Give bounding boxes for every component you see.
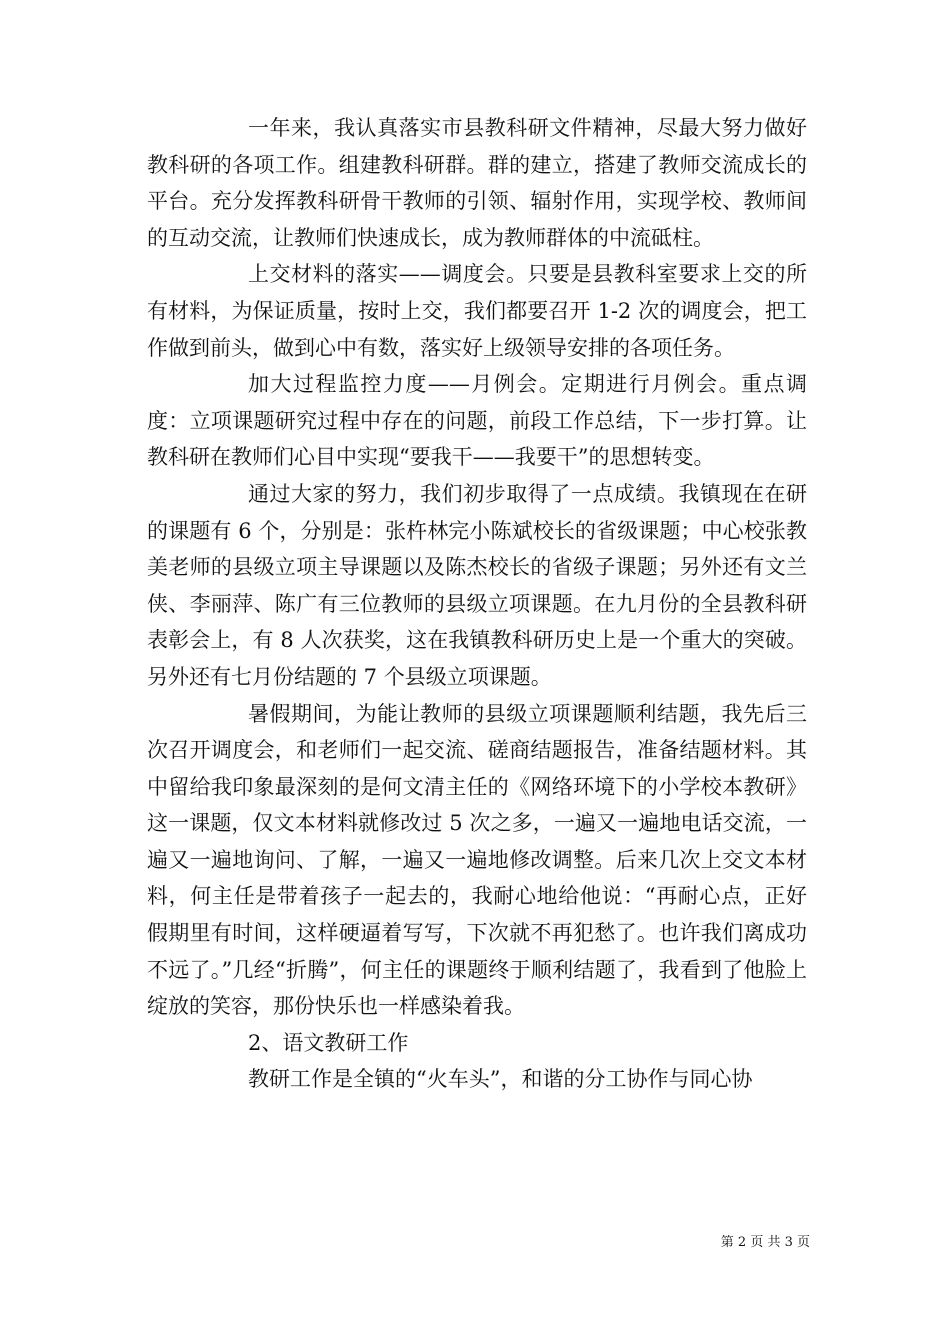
paragraph-3: 加大过程监控力度——月例会。定期进行月例会。重点调度：立项课题研究过程中存在的问题，前段工作总结，下一步打算。让教科研在教师们心目中实现“要我干——我要干”的思想转变。 <box>147 372 807 470</box>
section-heading: 2、语文教研工作 <box>248 1030 409 1055</box>
paragraph-1: 一年来，我认真落实市县教科研文件精神，尽最大努力做好教科研的各项工作。组建教科研群。群的建立，搭建了教师交流成长的平台。充分发挥教科研骨干教师的引领、辐射作用，实现学校、教师间的互动交流，让教师们快速成长，成为教师群体的中流砥柱。 <box>147 116 807 250</box>
paragraph-5: 暑假期间，为能让教师的县级立项课题顺利结题，我先后三次召开调度会，和老师们一起交流、磋商结题报告，准备结题材料。其中留给我印象最深刻的是何文清主任的《网络环境下的小学校本教研》这一课题，仅文本材料就修改过 5 次之多，一遍又一遍地电话交流，一遍又一遍地询问、了解，一遍又一遍地修改调整。后来几次上交文本材料，何主任是带着孩子一起去的，我耐心地给他说：“再耐心点，正好假期里有时间，这样硬逼着写写，下次就不再犯愁了。也许我们离成功不远了。”几经“折腾”，何主任的课题终于顺利结题了，我看到了他脸上绽放的笑容，那份快乐也一样感染着我。 <box>147 701 807 1019</box>
document-body <box>147 110 807 1098</box>
paragraph-4: 通过大家的努力，我们初步取得了一点成绩。我镇现在在研的课题有 6 个，分别是：张杵林完小陈斌校长的省级课题；中心校张教美老师的县级立项主导课题以及陈杰校长的省级子课题；另外还有文兰侠、李丽萍、陈广有三位教师的县级立项课题。在九月份的全县教科研表彰会上，有 8 人次获奖，这在我镇教科研历史上是一个重大的突破。另外还有七月份结题的 7 个县级立项课题。 <box>147 481 807 689</box>
page-number-footer: 第 2 页 共 3 页 <box>720 1235 810 1250</box>
paragraph-2: 上交材料的落实——调度会。只要是县教科室要求上交的所有材料，为保证质量，按时上交，我们都要召开 1-2 次的调度会，把工作做到前头，做到心中有数，落实好上级领导安排的各项任务。 <box>147 262 807 360</box>
paragraph-6: 教研工作是全镇的“火车头”，和谐的分工协作与同心协 <box>248 1067 753 1092</box>
